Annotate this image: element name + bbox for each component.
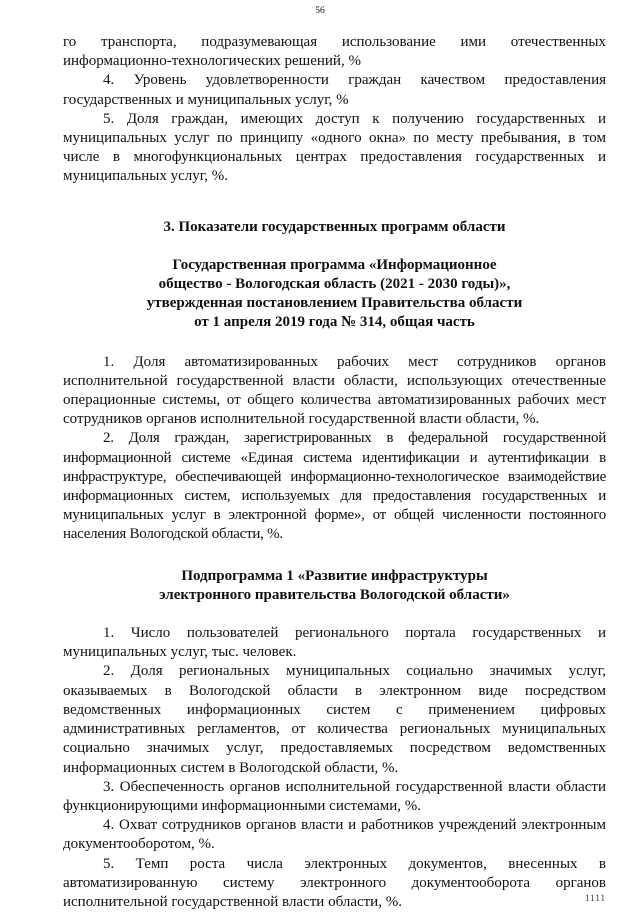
page-number: 56 (315, 6, 325, 16)
program-heading-line: утвержденная постановлением Правительства области (146, 295, 523, 312)
subprogram-item-3: 3. Обеспеченность органов исполнительной государственной власти области функционирующими информационными системами, %. (63, 778, 606, 814)
subprogram-item-2: 2. Доля региональных муниципальных социально значимых услуг, оказываемых в Вологодской области в электронном виде посредством ведомственных информационных систем с применением цифровых административных регламентов, от количества региональных муниципальных социально значимых услуг, предоставляемых посредством ведомственных информационных систем в Вологодской области, %. (63, 663, 606, 776)
page-content (63, 33, 606, 912)
program-heading-line: общество - Вологодская область (2021 - 2030 годы)», (158, 276, 511, 293)
program-heading (63, 256, 606, 333)
subprogram-heading-line: Подпрограмма 1 «Развитие инфраструктуры (181, 567, 488, 584)
program-heading-line: Государственная программа «Информационное (172, 256, 497, 273)
subprogram-item-5: 5. Темп роста числа электронных документов, внесенных в автоматизированную систему электронного документооборота органов исполнительной государственной власти области, %. (63, 855, 606, 910)
section-title: 3. Показатели государственных программ области (163, 218, 506, 235)
intro-item-4: 4. Уровень удовлетворенности граждан качеством предоставления государственных и муниципальных услуг, % (63, 72, 606, 108)
subprogram-item-1: 1. Число пользователей регионального портала государственных и муниципальных услуг, тыс. человек. (63, 625, 606, 661)
intro-item-5: 5. Доля граждан, имеющих доступ к получению государственных и муниципальных услуг по принципу «одного окна» по месту пребывания, в том числе в многофункциональных центрах предоставления государственных и муниципальных услуг, %. (63, 110, 606, 185)
subprogram-heading (63, 567, 606, 605)
subprogram-heading-line: электронного правительства Вологодской области» (159, 586, 510, 603)
program-heading-line: от 1 апреля 2019 года № 314, общая часть (194, 314, 475, 331)
footer-mark: 1111 (585, 893, 606, 903)
program-item-1: 1. Доля автоматизированных рабочих мест сотрудников органов исполнительной государственной власти области, использующих отечественные операционные системы, от общего количества автоматизированных рабочих мест сотрудников органов исполнительной государственной власти области, %. (63, 353, 606, 428)
subprogram-item-4: 4. Охват сотрудников органов власти и работников учреждений электронным документооборотом, %. (63, 817, 606, 853)
program-item-2: 2. Доля граждан, зарегистрированных в федеральной государственной информационной системе «Единая система идентификации и аутентификации в инфраструктуре, обеспечивающей информационно-технологическое взаимодействие информационных систем, используемых для предоставления государственных и муниципальных услуг в электронной форме», от общей численности постоянного населения Вологодской области, %. (63, 430, 606, 543)
intro-continuation: го транспорта, подразумевающая использование ими отечественных информационно-технологических решений, % (63, 34, 606, 70)
